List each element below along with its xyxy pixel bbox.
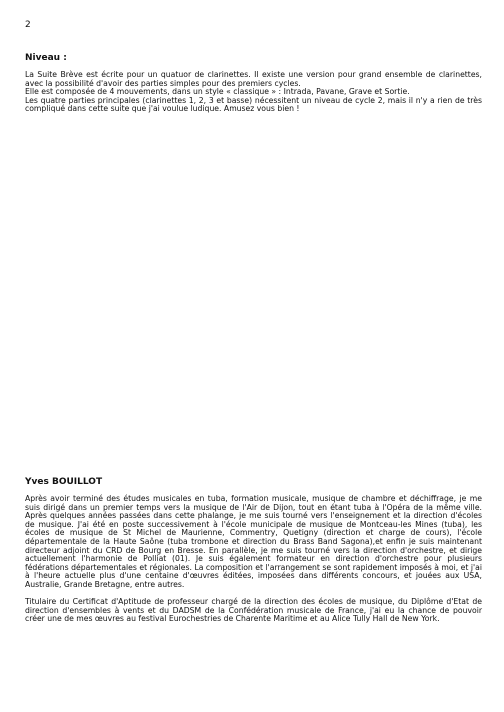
niveau-heading: Niveau : [25, 53, 67, 63]
author-bio: Après avoir terminé des études musicales en tuba, formation musicale, musique de chambre et déchiffrage, je me suis dirigé dans un premier temps vers la musique de l'Air de Dijon, tout en étant tuba à l'Opéra de la même ville. Après quelques années passées dans cette phalange, je me suis tourné vers l'enseignement et la direction d'écoles de musique. J'ai été en poste successivement à l'école municipale de musique de Montceau-les Mines (tuba), les écoles de musique de St Michel de Maurienne, Commentry, Quetigny (direction et charge de cours), l'école départementale de la Haute Saône (tuba trombone et direction du Brass Band Sagona),et enfin je suis maintenant directeur adjoint du CRD de Bourg en Bresse. En parallèle, je me suis tourné vers la direction d'orchestre, et dirige actuellement l'harmonie de Polliat (01). Je suis également formateur en direction d'orchestre pour plusieurs fédérations départementales et régionales. La composition et l'arrangement se sont rapidement imposés à moi, et j'ai à l'heure actuelle plus d'une centaine d'œuvres éditées, imposées dans différents concours, et jouées aux USA, Australie, Grande Bretagne, entre autres. [25, 494, 482, 589]
niveau-paragraph-1: La Suite Brève est écrite pour un quatuor de clarinettes. Il existe une version pour grand ensemble de clarinettes, avec la possibilité d'avoir des parties simples pour des premiers cycles. [25, 70, 482, 88]
niveau-paragraph-2: Elle est composée de 4 mouvements, dans un style « classique » : Intrada, Pavane, Grave et Sortie. [25, 87, 410, 97]
author-bio-section [25, 495, 482, 624]
author-name: Yves BOUILLOT [25, 477, 103, 487]
niveau-paragraph-3: Les quatre parties principales (clarinettes 1, 2, 3 et basse) nécessitent un niveau de cycle 2, mais il n'y a rien de très compliqué dans cette suite que j'ai voulue ludique. Amusez vous bien ! [25, 95, 482, 114]
author-credentials: Titulaire du Certificat d'Aptitude de professeur chargé de la direction des écoles de musique, du Diplôme d'Etat de direction d'ensembles à vents et du DADSM de la Confédération musicale de France, j'ai eu la chance de pouvoir créer une de mes œuvres au festival Eurochestries de Charente Maritime et au Alice Tully Hall de New York. [25, 597, 482, 624]
page-number: 2 [25, 20, 31, 30]
niveau-section [25, 71, 482, 114]
